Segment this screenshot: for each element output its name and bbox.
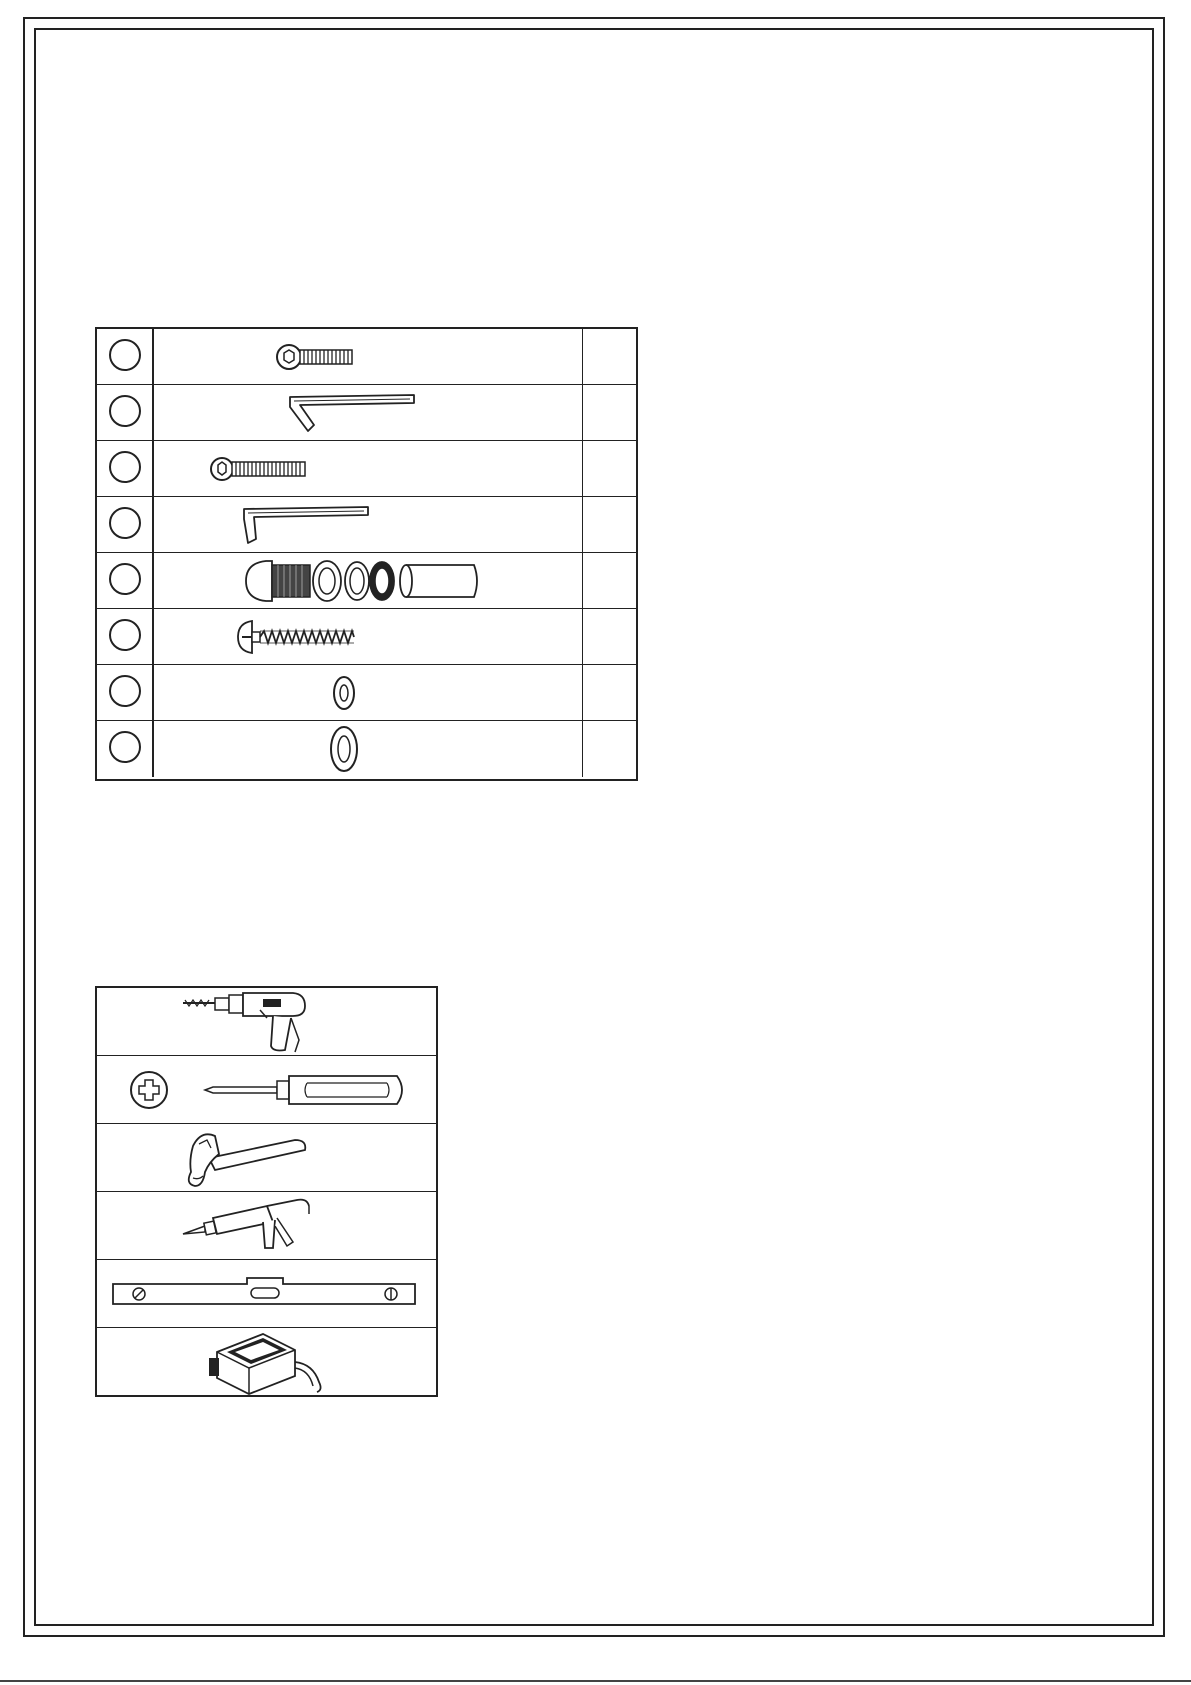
spirit-level-icon xyxy=(97,1260,436,1328)
tool-row xyxy=(97,1124,436,1192)
tool-row xyxy=(97,988,436,1056)
parts-row xyxy=(97,441,636,497)
parts-row xyxy=(97,329,636,385)
parts-row xyxy=(97,609,636,665)
parts-row xyxy=(97,665,636,721)
button-head-hex-bolt-icon xyxy=(154,329,582,385)
part-number-circle xyxy=(109,619,141,651)
footer-rule xyxy=(0,1680,1191,1682)
part-quantity-cell xyxy=(582,609,636,664)
parts-row xyxy=(97,721,636,777)
hardware-parts-table xyxy=(95,327,638,781)
part-number-cell xyxy=(97,665,154,720)
tool-row xyxy=(97,1260,436,1328)
hex-key-large-icon xyxy=(154,385,582,441)
tool-row xyxy=(97,1192,436,1260)
phillips-screw-icon xyxy=(154,609,582,665)
phillips-screwdriver-icon xyxy=(97,1056,436,1124)
part-number-cell xyxy=(97,329,154,384)
part-number-circle xyxy=(109,451,141,483)
part-number-cell xyxy=(97,721,154,777)
parts-row xyxy=(97,497,636,553)
part-number-circle xyxy=(109,395,141,427)
part-number-circle xyxy=(109,731,141,763)
part-number-cell xyxy=(97,553,154,608)
parts-row xyxy=(97,385,636,441)
part-number-cell xyxy=(97,497,154,552)
part-quantity-cell xyxy=(582,497,636,552)
tool-row xyxy=(97,1328,436,1396)
part-number-circle xyxy=(109,563,141,595)
part-quantity-cell xyxy=(582,385,636,440)
tool-row xyxy=(97,1056,436,1124)
part-number-circle xyxy=(109,675,141,707)
large-washer-icon xyxy=(154,721,582,777)
part-number-cell xyxy=(97,385,154,440)
hammer-icon xyxy=(97,1124,436,1192)
parts-row xyxy=(97,553,636,609)
part-number-circle xyxy=(109,339,141,371)
caulking-gun-icon xyxy=(97,1192,436,1260)
part-quantity-cell xyxy=(582,441,636,496)
part-quantity-cell xyxy=(582,721,636,777)
part-number-cell xyxy=(97,609,154,664)
part-quantity-cell xyxy=(582,553,636,608)
part-quantity-cell xyxy=(582,665,636,720)
part-number-circle xyxy=(109,507,141,539)
expansion-bolt-kit-icon xyxy=(154,553,582,609)
long-hex-bolt-icon xyxy=(154,441,582,497)
power-drill-icon xyxy=(97,988,436,1056)
part-quantity-cell xyxy=(582,329,636,384)
hex-key-small-icon xyxy=(154,497,582,553)
required-tools-table xyxy=(95,986,438,1397)
small-washer-icon xyxy=(154,665,582,721)
part-number-cell xyxy=(97,441,154,496)
tape-measure-icon xyxy=(97,1328,436,1396)
